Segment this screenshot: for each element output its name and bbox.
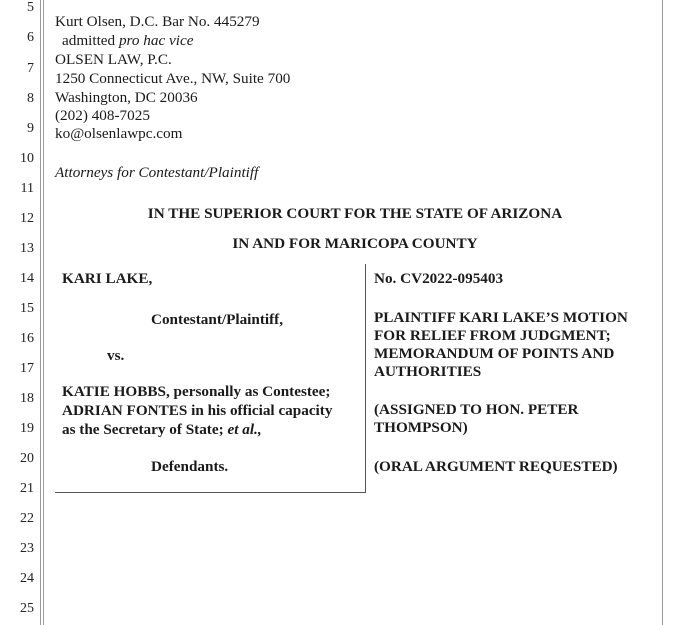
line-number: 25 — [20, 601, 34, 616]
line-number: 20 — [20, 451, 34, 466]
attorney-email: ko@olsenlawpc.com — [55, 125, 183, 142]
line-number: 17 — [20, 361, 34, 376]
attorney-name: Kurt Olsen, D.C. Bar No. 445279 — [55, 13, 260, 30]
attorney-address-line1: 1250 Connecticut Ave., NW, Suite 700 — [55, 70, 291, 87]
attorney-firm: OLSEN LAW, P.C. — [55, 51, 172, 68]
line-number: 13 — [20, 241, 34, 256]
line-number: 9 — [27, 121, 34, 136]
left-margin-rule-inner — [43, 0, 44, 625]
assigned-judge-line2: THOMPSON) — [374, 419, 468, 436]
court-title-line1: IN THE SUPERIOR COURT FOR THE STATE OF ARIZONA — [147, 205, 563, 222]
case-number: No. CV2022-095403 — [374, 270, 504, 287]
oral-argument-request: (ORAL ARGUMENT REQUESTED) — [374, 458, 618, 475]
plaintiff-name: KARI LAKE, — [62, 270, 153, 287]
case-title-line1: PLAINTIFF KARI LAKE’S MOTION — [374, 309, 628, 326]
line-number: 15 — [20, 301, 34, 316]
left-margin-rule-outer — [40, 0, 41, 625]
line-number: 12 — [20, 211, 34, 226]
case-title-line2: FOR RELIEF FROM JUDGMENT; — [374, 327, 611, 344]
attorney-address-line2: Washington, DC 20036 — [55, 89, 198, 106]
case-title-line4: AUTHORITIES — [374, 363, 482, 380]
attorney-role: Attorneys for Contestant/Plaintiff — [55, 164, 259, 181]
defendant-role: Defendants. — [151, 458, 229, 475]
assigned-judge-line1: (ASSIGNED TO HON. PETER — [374, 401, 579, 418]
line-number: 11 — [20, 181, 34, 196]
attorney-admitted — [62, 32, 193, 50]
attorney-admitted-italic: pro hac vice — [118, 32, 194, 49]
defendant-line1: KATIE HOBBS, personally as Contestee; — [62, 383, 331, 400]
line-number: 22 — [20, 511, 34, 526]
line-number: 10 — [20, 151, 34, 166]
line-number: 7 — [27, 61, 34, 76]
defendant-line3-prefix: as the Secretary of State; — [62, 421, 228, 438]
line-numbers — [0, 0, 38, 625]
line-number: 19 — [20, 421, 34, 436]
attorney-admitted-prefix: admitted — [62, 32, 119, 49]
line-number: 24 — [20, 571, 34, 586]
plaintiff-role: Contestant/Plaintiff, — [151, 311, 284, 328]
versus: vs. — [107, 347, 125, 364]
line-number: 5 — [27, 0, 34, 15]
defendant-line3 — [62, 421, 262, 439]
line-number: 16 — [20, 331, 34, 346]
attorney-phone: (202) 408-7025 — [55, 107, 150, 124]
right-margin-rule — [662, 0, 663, 625]
court-title-line2: IN AND FOR MARICOPA COUNTY — [232, 235, 478, 252]
defendant-line2: ADRIAN FONTES in his official capacity — [62, 402, 333, 419]
line-number: 23 — [20, 541, 34, 556]
line-number: 14 — [20, 271, 34, 286]
line-number: 18 — [20, 391, 34, 406]
case-title-line3: MEMORANDUM OF POINTS AND — [374, 345, 615, 362]
line-number: 8 — [27, 91, 34, 106]
line-number: 6 — [27, 30, 34, 45]
defendant-line3-italic: et al., — [227, 421, 262, 438]
line-number: 21 — [20, 481, 34, 496]
